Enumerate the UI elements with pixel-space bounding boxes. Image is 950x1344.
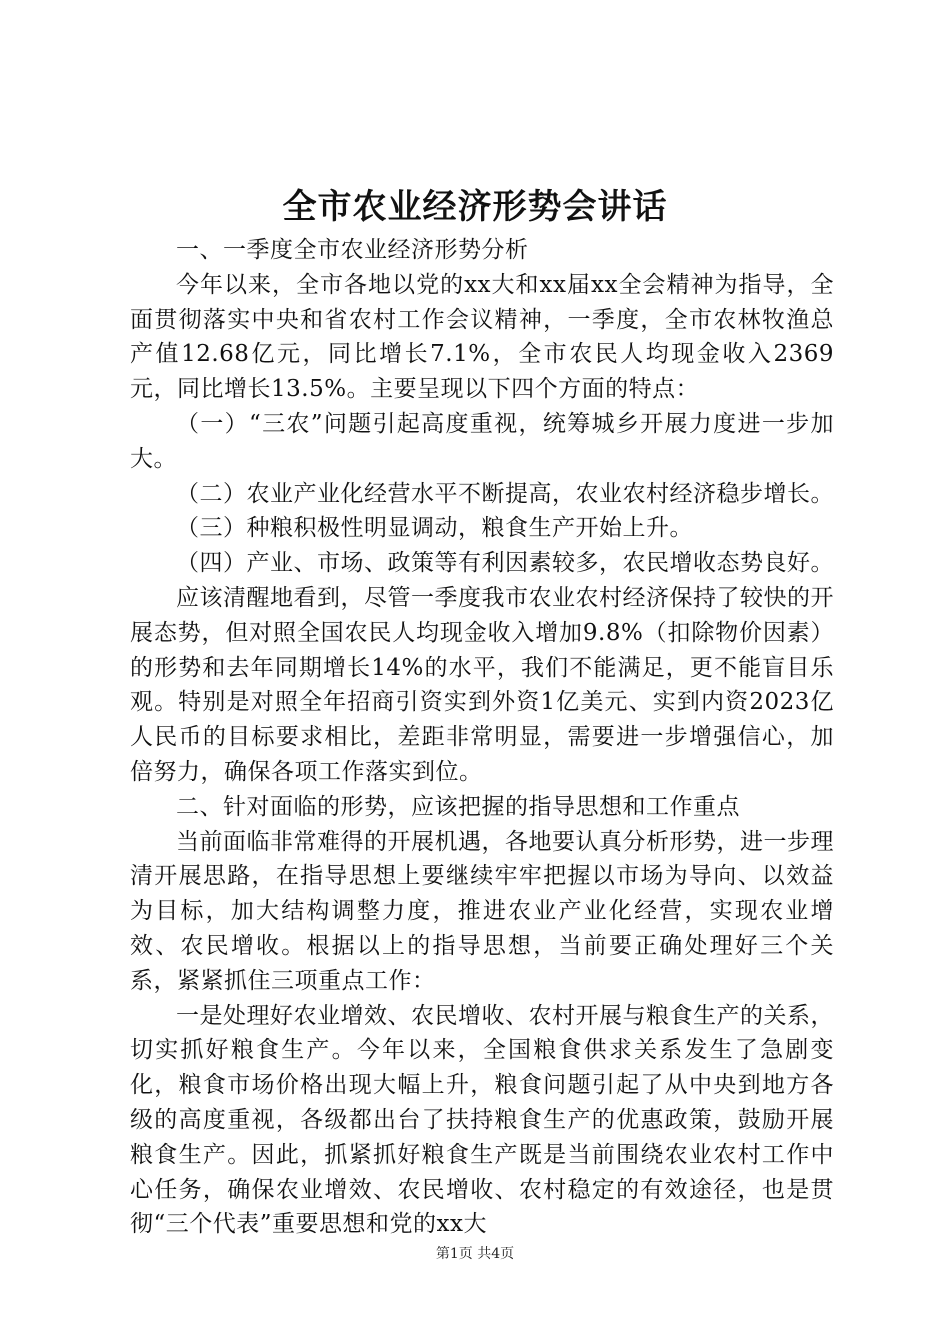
paragraph: 应该清醒地看到，尽管一季度我市农业农村经济保持了较快的开展态势，但对照全国农民人均现金收入增加9.8%（扣除物价因素）的形势和去年同期增长14%的水平，我们不能满足，更不能盲目乐观。特别是对照全年招商引资实到外资1亿美元、实到内资2023亿人民币的目标要求相比，差距非常明显，需要进一步增强信心，加倍努力，确保各项工作落实到位。 [130,584,834,785]
document-body [130,233,834,1242]
document-title: 全市农业经济形势会讲话 [282,187,668,227]
page-number-footer: 第1页 共4页 [435,1246,515,1262]
list-item: （四）产业、市场、政策等有利因素较多，农民增收态势良好。 [176,550,834,577]
paragraph: 当前面临非常难得的开展机遇，各地要认真分析形势，进一步理清开展思路，在指导思想上要继续牢牢把握以市场为导向、以效益为目标，加大结构调整力度，推进农业产业化经营，实现农业增效、农民增收。根据以上的指导思想，当前要正确处理好三个关系，紧紧抓住三项重点工作： [130,828,834,994]
paragraph: 一是处理好农业增效、农民增收、农村开展与粮食生产的关系，切实抓好粮食生产。今年以来，全国粮食供求关系发生了急剧变化，粮食市场价格出现大幅上升，粮食问题引起了从中央到地方各级的高度重视，各级都出台了扶持粮食生产的优惠政策，鼓励开展粮食生产。因此，抓紧抓好粮食生产既是当前围绕农业农村工作中心任务，确保农业增效、农民增收、农村稳定的有效途径，也是贯彻“三个代表”重要思想和党的xx大 [130,1002,834,1238]
paragraph: 今年以来，全市各地以党的xx大和xx届xx全会精神为指导，全面贯彻落实中央和省农村工作会议精神，一季度，全市农林牧渔总产值12.68亿元，同比增长7.1%，全市农民人均现金收入2369元，同比增长13.5%。主要呈现以下四个方面的特点： [130,271,834,403]
list-item: （一）“三农”问题引起高度重视，统筹城乡开展力度进一步加大。 [130,410,834,472]
list-item: （三）种粮积极性明显调动，粮食生产开始上升。 [176,515,693,542]
section-heading: 一、一季度全市农业经济形势分析 [176,237,529,263]
list-item: （二）农业产业化经营水平不断提高，农业农村经济稳步增长。 [176,480,834,507]
section-heading: 二、针对面临的形势，应该把握的指导思想和工作重点 [176,793,740,820]
